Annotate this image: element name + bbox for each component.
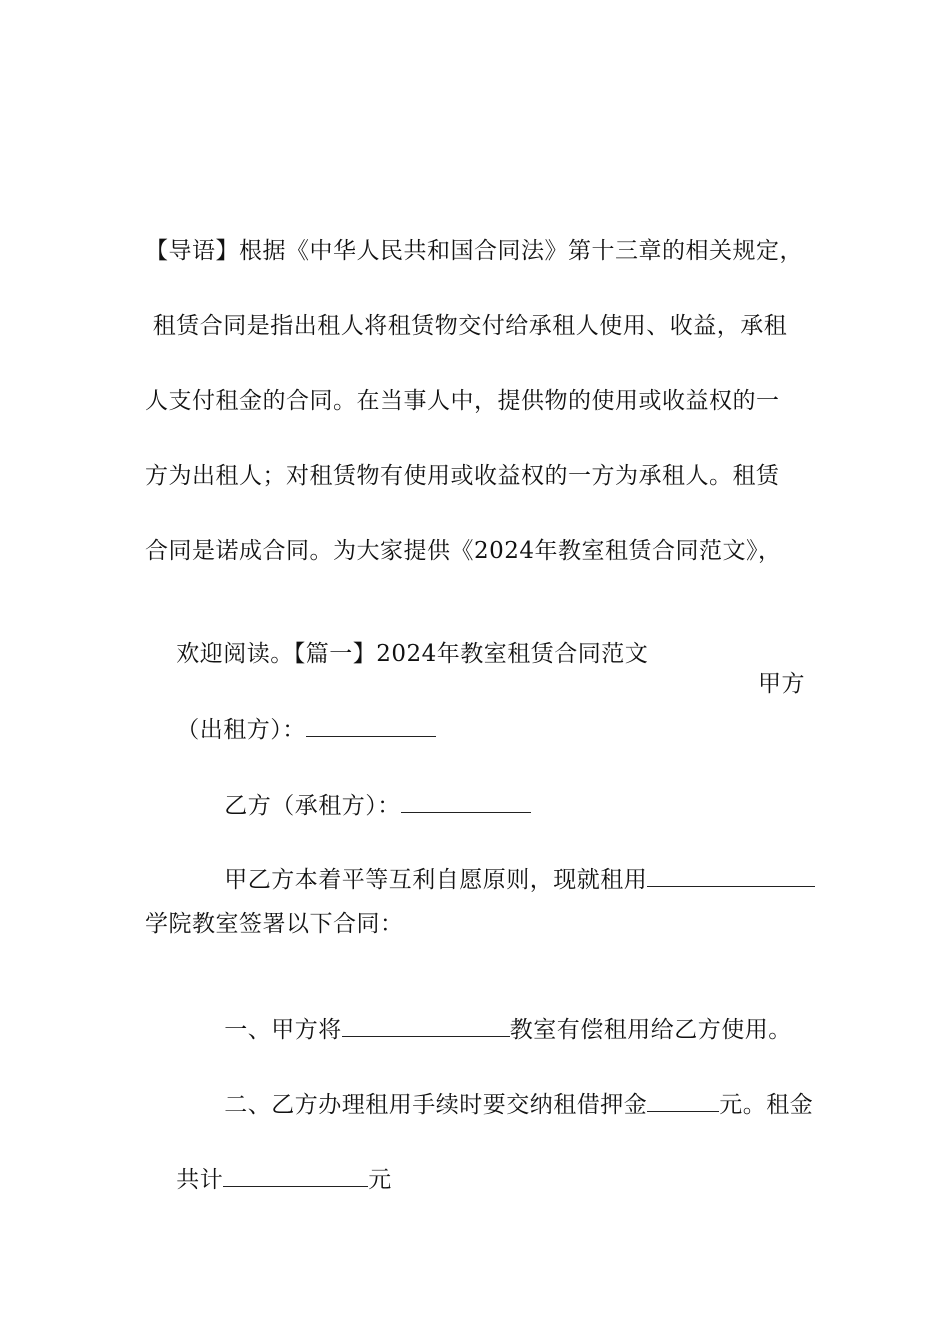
lessee-blank[interactable] [401,790,531,813]
principle-text: 甲乙方本着平等互利自愿原则，现就租用 [224,867,648,893]
college-blank[interactable] [647,864,815,887]
lessor-blank[interactable] [306,714,436,737]
total-line [145,1134,392,1225]
paragraph-line-2: 租赁合同是指出租人将租赁物交付给承租人使用、收益，承租 [145,313,788,339]
lessee-label: 乙方（承租方）： [224,793,401,819]
clause-2-start: 二、乙方办理租用手续时要交纳租借押金 [224,1092,648,1118]
deposit-blank[interactable] [647,1089,719,1112]
total-blank[interactable] [223,1164,368,1187]
paragraph-line-1: 【导语】根据《中华人民共和国合同法》第十三章的相关规定， [145,238,803,264]
total-unit: 元 [368,1167,392,1193]
party-a-label: 甲方 [758,671,805,697]
clause-1-end: 教室有偿租用给乙方使用。 [509,1017,792,1043]
total-label: 共计 [176,1167,224,1193]
agreement-line: 学院教室签署以下合同： [145,911,404,937]
lessor-label: （出租方）： [176,717,306,743]
paragraph-line-4: 方为出租人；对租赁物有使用或收益权的一方为承租人。租赁 [145,463,780,489]
classroom-blank[interactable] [342,1014,510,1037]
clause-2-end: 元。租金 [719,1092,814,1118]
clause-1-start: 一、甲方将 [224,1017,342,1043]
paragraph-line-3: 人支付租金的合同。在当事人中，提供物的使用或收益权的一 [145,388,780,414]
intro-end-text: 欢迎阅读。【篇一】2024年教室租赁合同范文 [176,641,649,667]
paragraph-line-5: 合同是诺成合同。为大家提供《2024年教室租赁合同范文》， [145,538,782,564]
